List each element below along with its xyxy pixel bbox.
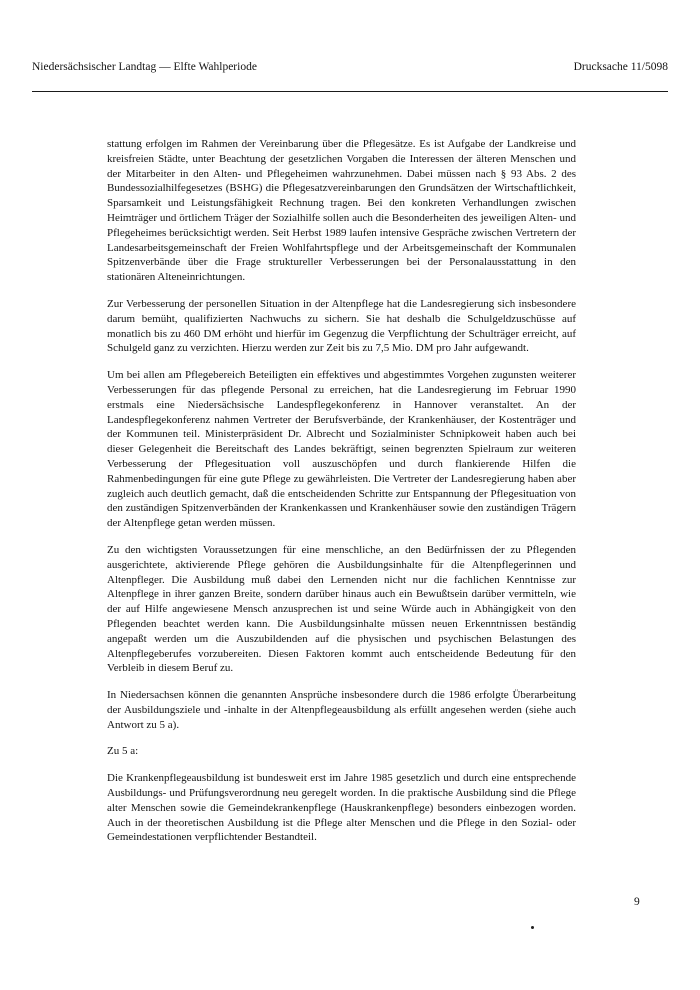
- page-number: 9: [634, 896, 640, 908]
- header-rule: [32, 91, 668, 92]
- paragraph-1: stattung erfolgen im Rahmen der Vereinbarung über die Pflegesätze. Es ist Aufgabe der Landkreise und kreisfreien Städte, unter Beachtung der gesetzlichen Vorgaben die Interessen der älteren Menschen und der Mitarbeiter in den Alten- und Pflegeheimen wahrzunehmen. Dabei müssen nach § 93 Abs. 2 des Bundessozialhilfegesetzes (BSHG) die Pflegesatzvereinbarungen den Grundsätzen der Wirtschaftlichkeit, Sparsamkeit und Leistungsfähigkeit Rechnung tragen. Bei den konkreten Verhandlungen zwischen Heimträger und örtlichem Träger der Sozialhilfe sollen auch die Besonderheiten des jeweiligen Alten- und Pflegeheimes berücksichtigt werden. Seit Herbst 1989 laufen intensive Gespräche zwischen Vertretern der Landesarbeitsgemeinschaft der Freien Wohlfahrtspflege und der Arbeitsgemeinschaft der Kommunalen Spitzenverbände über die Frage struktureller Verbesserungen bei der Personalausstattung in den stationären Alteneinrichtungen.: [107, 138, 576, 284]
- page-header: [32, 61, 668, 77]
- paragraph-5: In Niedersachsen können die genannten Ansprüche insbesondere durch die 1986 erfolgte Überarbeitung der Ausbildungsziele und -inhalte in der Altenpflegeausbildung als erfüllt angesehen werden (siehe auch Antwort zu 5 a).: [107, 689, 576, 731]
- document-body: [107, 137, 576, 857]
- header-publication: Niedersächsischer Landtag — Elfte Wahlperiode: [32, 61, 257, 73]
- paragraph-4: Zu den wichtigsten Voraussetzungen für eine menschliche, an den Bedürfnissen der zu Pflegenden ausgerichtete, aktivierende Pflege gehören die Ausbildungsinhalte für die Altenpflegerinnen und Altenpfleger. Die Ausbildung muß dabei den Lernenden nicht nur die fachlichen Kenntnisse zur Altenpflege in ihrer ganzen Breite, sondern darüber hinaus auch ein Bewußtsein darüber vermitteln, wie der auf Hilfe angewiesene Mensch anzusprechen ist und seine Würde auch in Abhängigkeit von den Pflegenden beachtet werden kann. Die Ausbildungsinhalte müssen neuen Erkenntnissen beständig angepaßt werden um die Auszubildenden auf die physischen und psychischen Belastungen des Altenpflegeberufes vorzubereiten. Diesen Faktoren kommt auch entscheidende Bedeutung für den Verbleib in diesem Beruf zu.: [107, 543, 576, 675]
- speck-mark: [531, 926, 534, 929]
- paragraph-6: Die Krankenpflegeausbildung ist bundesweit erst im Jahre 1985 gesetzlich und durch eine entsprechende Ausbildungs- und Prüfungsverordnung neu geregelt worden. In die praktische Ausbildung sind die Pflege alter Menschen sowie die Gemeindekrankenpflege (Hauskrankenpflege) besonders einbezogen worden. Auch in der theoretischen Ausbildung ist die Pflege alter Menschen und die Pflege in den Sozial- oder Gemeindestationen verpflichtender Bestandteil.: [107, 772, 576, 844]
- paragraph-2: Zur Verbesserung der personellen Situation in der Altenpflege hat die Landesregierung sich insbesondere darum bemüht, qualifizierten Nachwuchs zu sichern. Sie hat deshalb die Schulgeldzuschüsse auf monatlich bis zu 460 DM erhöht und hierfür im Gegenzug die Verpflichtung der Schulträger erreicht, auf Schulgeld ganz zu verzichten. Hierzu werden zur Zeit bis zu 7,5 Mio. DM pro Jahr aufgewandt.: [107, 297, 576, 355]
- header-document-number: Drucksache 11/5098: [573, 61, 668, 73]
- paragraph-3: Um bei allen am Pflegebereich Beteiligten ein effektives und abgestimmtes Vorgehen zugunsten weiterer Verbesserungen für das pflegende Personal zu erreichen, hat die Landesregierung im Februar 1990 erstmals eine Niedersächsische Landespflegekonferenz in Hannover veranstaltet. An der Landespflegekonferenz nahmen Vertreter der Berufsverbände, der Krankenhäuser, der Kostenträger und der Kommunen teil. Ministerpräsident Dr. Albrecht und Sozialminister Schnipkoweit haben auch bei dieser Gelegenheit die Bereitschaft des Landes bekräftigt, seinen begrenzten Spielraum zur weiteren Verbesserung der Pflegesituation voll auszuschöpfen und durch flankierende Hilfen die Rahmenbedingungen für eine gute Pflege zu gewährleisten. Die Vertreter der Landesregierung haben aber zugleich auch deutlich gemacht, daß die entscheidenden Schritte zur Entspannung der Pflegesituation von den zuständigen Spitzenverbänden der Krankenkassen und Krankenhäuser sowie den zuständigen Trägern der Altenpflege getan werden müssen.: [107, 369, 576, 530]
- section-heading-5a: Zu 5 a:: [107, 745, 139, 758]
